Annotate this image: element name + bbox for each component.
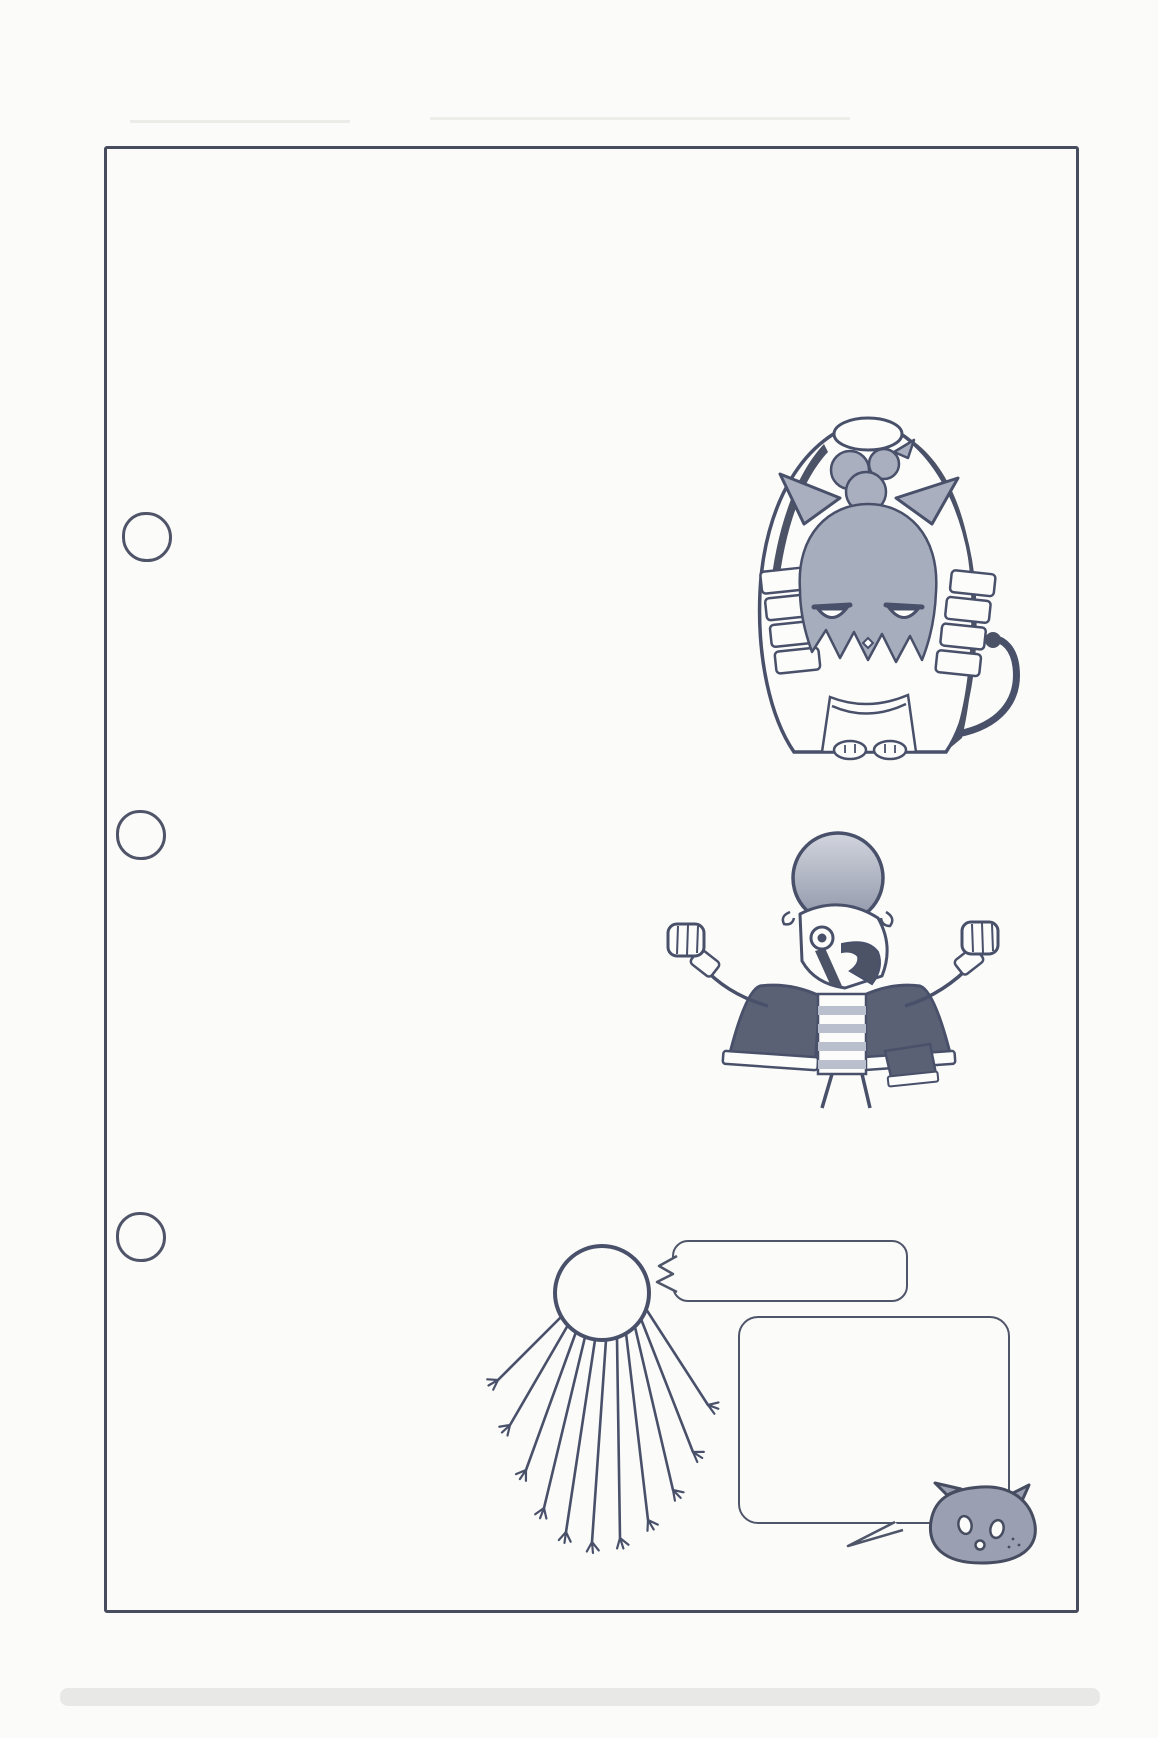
aten-sun-circle (555, 1246, 649, 1340)
scan-artifact (430, 117, 850, 120)
cat-tail-tip (985, 632, 1001, 648)
cat-paw (874, 741, 906, 759)
torso-stripe (818, 1006, 866, 1015)
aten-speech-bubble-1 (672, 1240, 908, 1302)
section-number-2 (116, 810, 166, 860)
gray-cat-head-illustration (923, 1481, 1041, 1567)
section-number-3 (116, 1212, 166, 1262)
atum-cat-illustration (700, 412, 1060, 777)
section-number-1 (122, 512, 172, 562)
scan-artifact (60, 1688, 1100, 1706)
ra-leg (822, 1074, 832, 1108)
gray-cat-mouth (976, 1541, 985, 1550)
cat-paw (834, 741, 866, 759)
bubble-tail-icon (655, 1254, 677, 1294)
screentone-dot (1012, 1538, 1015, 1541)
uraeus-curl (783, 912, 794, 924)
torso-stripe (818, 1060, 866, 1069)
screentone-dot (1008, 1546, 1011, 1549)
ra-illustration (610, 826, 1060, 1111)
sun-rays (498, 1309, 708, 1542)
gray-cat-face (930, 1487, 1035, 1563)
cat-eyelid-left (814, 605, 850, 607)
cat-eyelid-right (886, 605, 922, 607)
top-bun (834, 418, 902, 450)
torso-stripe (818, 1024, 866, 1033)
screentone-dot (1018, 1544, 1021, 1547)
torso-stripe (818, 1042, 866, 1051)
scan-artifact (130, 120, 350, 123)
bubble-tail-icon (845, 1521, 909, 1549)
ra-leg (862, 1074, 870, 1108)
falcon-pupil (818, 934, 827, 943)
